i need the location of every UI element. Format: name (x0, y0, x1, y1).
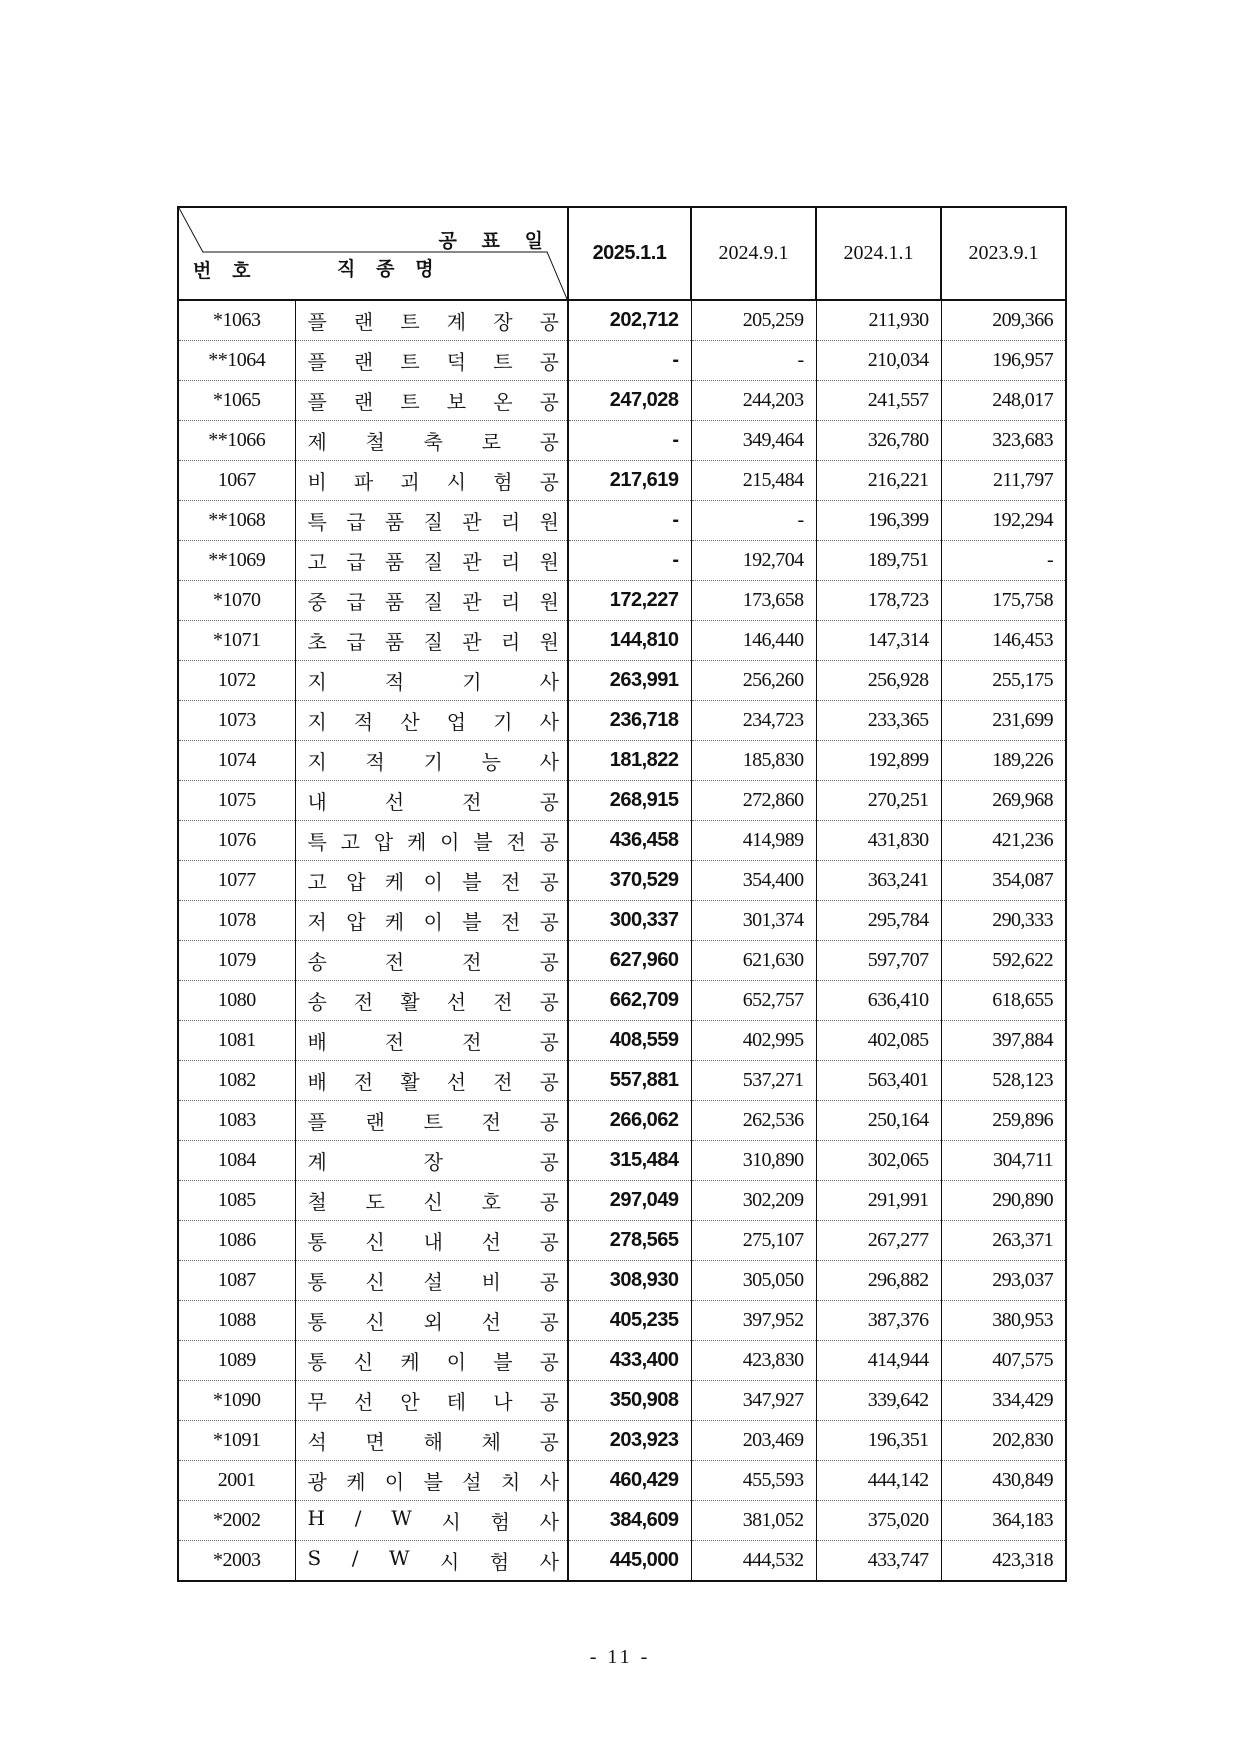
wage-value-2023-9-1: 430,849 (941, 1461, 1066, 1501)
table-row (178, 1541, 1066, 1582)
wage-value-2023-9-1: 248,017 (941, 381, 1066, 421)
job-number: 1078 (178, 901, 295, 941)
date-header-2023-9-1: 2023.9.1 (941, 207, 1066, 300)
job-number: 2001 (178, 1461, 295, 1501)
job-name-cell (295, 1021, 568, 1061)
wage-value-2025-1-1: 662,709 (568, 981, 691, 1021)
job-name: S / W 시 험 사 (307, 1546, 559, 1574)
job-name: 배 전 전 공 (307, 1030, 559, 1054)
table-row (178, 501, 1066, 541)
wage-value-2025-1-1: 405,235 (568, 1301, 691, 1341)
wage-value-2024-9-1: 192,704 (691, 541, 816, 581)
wage-value-2024-1-1: 291,991 (816, 1181, 941, 1221)
wage-value-2024-9-1: 275,107 (691, 1221, 816, 1261)
wage-value-2025-1-1: 350,908 (568, 1381, 691, 1421)
job-name: 통 신 설 비 공 (307, 1270, 559, 1294)
table-row (178, 1461, 1066, 1501)
wage-value-2023-9-1: 269,968 (941, 781, 1066, 821)
wage-value-2023-9-1: 146,453 (941, 621, 1066, 661)
wage-value-2024-9-1: 354,400 (691, 861, 816, 901)
wage-value-2025-1-1: 172,227 (568, 581, 691, 621)
wage-value-2023-9-1: 293,037 (941, 1261, 1066, 1301)
table-row (178, 1141, 1066, 1181)
job-name-cell (295, 1141, 568, 1181)
job-name-cell (295, 381, 568, 421)
job-name: 플 랜 트 덕 트 공 (307, 350, 559, 374)
job-name-cell (295, 1301, 568, 1341)
wage-value-2025-1-1: 268,915 (568, 781, 691, 821)
wage-value-2023-9-1: 211,797 (941, 461, 1066, 501)
wage-value-2025-1-1: 627,960 (568, 941, 691, 981)
table-row (178, 861, 1066, 901)
wage-value-2025-1-1: 202,712 (568, 300, 691, 341)
wage-value-2023-9-1: 196,957 (941, 341, 1066, 381)
job-number: **1069 (178, 541, 295, 581)
wage-value-2025-1-1: 236,718 (568, 701, 691, 741)
job-number: 1083 (178, 1101, 295, 1141)
wage-value-2024-1-1: 597,707 (816, 941, 941, 981)
job-name-cell (295, 821, 568, 861)
wage-value-2024-9-1: 185,830 (691, 741, 816, 781)
date-header-2024-1-1: 2024.1.1 (816, 207, 941, 300)
job-name-cell (295, 581, 568, 621)
job-number: 1082 (178, 1061, 295, 1101)
table-row (178, 981, 1066, 1021)
wage-value-2024-9-1: 305,050 (691, 1261, 816, 1301)
job-name-cell (295, 621, 568, 661)
wage-value-2024-1-1: 414,944 (816, 1341, 941, 1381)
wage-value-2025-1-1: - (568, 341, 691, 381)
wage-value-2024-1-1: 433,747 (816, 1541, 941, 1582)
job-name: 통 신 내 선 공 (307, 1230, 559, 1254)
wage-value-2024-9-1: 203,469 (691, 1421, 816, 1461)
job-number: *1070 (178, 581, 295, 621)
wage-value-2023-9-1: 189,226 (941, 741, 1066, 781)
job-name: 고 급 품 질 관 리 원 (307, 550, 559, 574)
table-row (178, 421, 1066, 461)
wage-value-2025-1-1: 370,529 (568, 861, 691, 901)
wage-value-2025-1-1: 144,810 (568, 621, 691, 661)
job-name-cell (295, 421, 568, 461)
table-row (178, 741, 1066, 781)
wage-value-2023-9-1: 423,318 (941, 1541, 1066, 1582)
wage-value-2023-9-1: 592,622 (941, 941, 1066, 981)
wage-value-2023-9-1: 397,884 (941, 1021, 1066, 1061)
job-name: 고 압 케 이 블 전 공 (307, 870, 559, 894)
wage-value-2023-9-1: 290,890 (941, 1181, 1066, 1221)
table-row (178, 581, 1066, 621)
job-number: 1085 (178, 1181, 295, 1221)
wage-value-2024-9-1: 402,995 (691, 1021, 816, 1061)
wage-value-2024-9-1: 256,260 (691, 661, 816, 701)
job-number: 1076 (178, 821, 295, 861)
job-name-cell (295, 661, 568, 701)
wage-value-2024-1-1: 196,351 (816, 1421, 941, 1461)
job-number: 1081 (178, 1021, 295, 1061)
wage-value-2023-9-1: 175,758 (941, 581, 1066, 621)
job-number: 1084 (178, 1141, 295, 1181)
wage-value-2025-1-1: 203,923 (568, 1421, 691, 1461)
wage-value-2024-9-1: 621,630 (691, 941, 816, 981)
job-name-cell (295, 781, 568, 821)
table-body (178, 300, 1066, 1581)
wage-value-2023-9-1: 209,366 (941, 300, 1066, 341)
wage-value-2024-9-1: 215,484 (691, 461, 816, 501)
wage-value-2024-1-1: 636,410 (816, 981, 941, 1021)
job-name: H / W 시 험 사 (307, 1506, 559, 1534)
wage-value-2024-9-1: 381,052 (691, 1501, 816, 1541)
table-row (178, 1061, 1066, 1101)
job-number: 1087 (178, 1261, 295, 1301)
job-name-cell (295, 1501, 568, 1541)
wage-value-2024-1-1: 210,034 (816, 341, 941, 381)
job-name-cell (295, 741, 568, 781)
table-row (178, 381, 1066, 421)
wage-value-2024-9-1: 347,927 (691, 1381, 816, 1421)
job-name: 초 급 품 질 관 리 원 (307, 630, 559, 654)
job-name-cell (295, 981, 568, 1021)
table-row (178, 1341, 1066, 1381)
job-name: 플 랜 트 보 온 공 (307, 390, 559, 414)
wage-value-2025-1-1: 263,991 (568, 661, 691, 701)
job-number: **1064 (178, 341, 295, 381)
job-number: *2002 (178, 1501, 295, 1541)
wage-value-2023-9-1: 354,087 (941, 861, 1066, 901)
wage-value-2024-1-1: 211,930 (816, 300, 941, 341)
table-row (178, 1021, 1066, 1061)
wage-value-2024-9-1: 444,532 (691, 1541, 816, 1582)
wage-value-2023-9-1: 192,294 (941, 501, 1066, 541)
job-name: 송 전 활 선 전 공 (307, 990, 559, 1014)
job-name: 지 적 산 업 기 사 (307, 710, 559, 734)
wage-value-2024-1-1: 375,020 (816, 1501, 941, 1541)
table-row (178, 701, 1066, 741)
wage-value-2023-9-1: 255,175 (941, 661, 1066, 701)
table-row (178, 1421, 1066, 1461)
job-name-cell (295, 1381, 568, 1421)
wage-value-2024-9-1: 537,271 (691, 1061, 816, 1101)
table-row (178, 1501, 1066, 1541)
wage-value-2024-1-1: 296,882 (816, 1261, 941, 1301)
wage-value-2024-1-1: 189,751 (816, 541, 941, 581)
wage-value-2025-1-1: - (568, 541, 691, 581)
wage-value-2024-1-1: 363,241 (816, 861, 941, 901)
wage-value-2024-1-1: 241,557 (816, 381, 941, 421)
job-name: 지 적 기 능 사 (307, 750, 559, 774)
job-number: *1065 (178, 381, 295, 421)
wage-value-2025-1-1: 278,565 (568, 1221, 691, 1261)
wage-value-2024-9-1: 205,259 (691, 300, 816, 341)
job-number: **1068 (178, 501, 295, 541)
wage-value-2023-9-1: 618,655 (941, 981, 1066, 1021)
wage-value-2024-9-1: - (691, 501, 816, 541)
job-name-cell (295, 1341, 568, 1381)
job-number: *1090 (178, 1381, 295, 1421)
table-row (178, 1221, 1066, 1261)
table-row (178, 541, 1066, 581)
job-name: 비 파 괴 시 험 공 (307, 470, 559, 494)
job-name-cell (295, 1061, 568, 1101)
job-name: 계 장 공 (307, 1150, 559, 1174)
wage-value-2024-9-1: 301,374 (691, 901, 816, 941)
job-name-cell (295, 1461, 568, 1501)
table-row (178, 300, 1066, 341)
job-name: 무 선 안 테 나 공 (307, 1390, 559, 1414)
wage-value-2024-1-1: 402,085 (816, 1021, 941, 1061)
wage-value-2024-1-1: 192,899 (816, 741, 941, 781)
wage-value-2023-9-1: - (941, 541, 1066, 581)
job-name-cell (295, 1541, 568, 1582)
job-name: 철 도 신 호 공 (307, 1190, 559, 1214)
wage-value-2024-1-1: 387,376 (816, 1301, 941, 1341)
job-name: 지 적 기 사 (307, 670, 559, 694)
table-row (178, 661, 1066, 701)
table-row (178, 941, 1066, 981)
job-name: 송 전 전 공 (307, 950, 559, 974)
wage-value-2024-1-1: 178,723 (816, 581, 941, 621)
wage-value-2025-1-1: 445,000 (568, 1541, 691, 1582)
job-name: 통 신 외 선 공 (307, 1310, 559, 1334)
job-name-cell (295, 1221, 568, 1261)
wage-value-2023-9-1: 202,830 (941, 1421, 1066, 1461)
table-row (178, 461, 1066, 501)
wage-value-2024-9-1: 272,860 (691, 781, 816, 821)
wage-value-2024-1-1: 250,164 (816, 1101, 941, 1141)
wage-value-2024-1-1: 233,365 (816, 701, 941, 741)
job-number: 1074 (178, 741, 295, 781)
number-axis-label: 번 호 (193, 261, 259, 282)
wage-value-2023-9-1: 421,236 (941, 821, 1066, 861)
job-number: *1071 (178, 621, 295, 661)
wage-value-2024-1-1: 270,251 (816, 781, 941, 821)
job-number: 1073 (178, 701, 295, 741)
job-name-cell (295, 541, 568, 581)
table-row (178, 781, 1066, 821)
job-name-cell (295, 341, 568, 381)
job-number: 1075 (178, 781, 295, 821)
wage-value-2024-1-1: 339,642 (816, 1381, 941, 1421)
table-row (178, 1261, 1066, 1301)
wage-value-2024-9-1: 302,209 (691, 1181, 816, 1221)
job-number: 1086 (178, 1221, 295, 1261)
job-name-cell (295, 1181, 568, 1221)
wage-value-2023-9-1: 259,896 (941, 1101, 1066, 1141)
wage-value-2025-1-1: 408,559 (568, 1021, 691, 1061)
wage-value-2023-9-1: 364,183 (941, 1501, 1066, 1541)
wage-value-2024-1-1: 147,314 (816, 621, 941, 661)
job-name-cell (295, 941, 568, 981)
wage-value-2025-1-1: 433,400 (568, 1341, 691, 1381)
wage-value-2024-9-1: 349,464 (691, 421, 816, 461)
wage-value-2025-1-1: 266,062 (568, 1101, 691, 1141)
wage-value-2023-9-1: 380,953 (941, 1301, 1066, 1341)
table-row (178, 621, 1066, 661)
wage-value-2024-9-1: 310,890 (691, 1141, 816, 1181)
wage-value-2025-1-1: 315,484 (568, 1141, 691, 1181)
wage-value-2024-9-1: 397,952 (691, 1301, 816, 1341)
wage-value-2024-9-1: - (691, 341, 816, 381)
wage-value-2024-1-1: 563,401 (816, 1061, 941, 1101)
wage-value-2024-1-1: 267,277 (816, 1221, 941, 1261)
wage-value-2024-9-1: 423,830 (691, 1341, 816, 1381)
job-name: 내 선 전 공 (307, 790, 559, 814)
wage-value-2024-1-1: 431,830 (816, 821, 941, 861)
table-row (178, 341, 1066, 381)
wage-table-sheet (177, 206, 1065, 1582)
job-name: 배 전 활 선 전 공 (307, 1070, 559, 1094)
wage-value-2024-1-1: 326,780 (816, 421, 941, 461)
wage-value-2025-1-1: 384,609 (568, 1501, 691, 1541)
date-axis-label: 공 표 일 (438, 231, 553, 252)
job-number: 1079 (178, 941, 295, 981)
table-row (178, 901, 1066, 941)
job-number: 1080 (178, 981, 295, 1021)
table-row (178, 821, 1066, 861)
job-name-cell (295, 1421, 568, 1461)
wage-value-2024-1-1: 256,928 (816, 661, 941, 701)
job-name: 특 고 압 케 이 블 전 공 (307, 830, 559, 854)
job-name-cell (295, 1101, 568, 1141)
wage-value-2023-9-1: 323,683 (941, 421, 1066, 461)
wage-value-2023-9-1: 407,575 (941, 1341, 1066, 1381)
wage-value-2023-9-1: 304,711 (941, 1141, 1066, 1181)
job-name: 중 급 품 질 관 리 원 (307, 590, 559, 614)
wage-value-2025-1-1: 308,930 (568, 1261, 691, 1301)
job-number: 1088 (178, 1301, 295, 1341)
job-name: 플 랜 트 계 장 공 (307, 310, 559, 334)
wage-value-2025-1-1: 181,822 (568, 741, 691, 781)
table-row (178, 1101, 1066, 1141)
wage-value-2025-1-1: 247,028 (568, 381, 691, 421)
job-number: 1089 (178, 1341, 295, 1381)
wage-value-2023-9-1: 334,429 (941, 1381, 1066, 1421)
job-name-cell (295, 901, 568, 941)
job-name: 석 면 해 체 공 (307, 1430, 559, 1454)
wage-value-2025-1-1: - (568, 421, 691, 461)
wage-value-2024-1-1: 444,142 (816, 1461, 941, 1501)
wage-value-2024-1-1: 302,065 (816, 1141, 941, 1181)
wage-value-2024-9-1: 455,593 (691, 1461, 816, 1501)
wage-value-2025-1-1: 297,049 (568, 1181, 691, 1221)
table-header-row (178, 207, 1066, 300)
diagonal-header-cell (178, 207, 568, 300)
job-name-cell (295, 461, 568, 501)
job-name-cell (295, 501, 568, 541)
job-number: 1077 (178, 861, 295, 901)
wage-value-2025-1-1: 460,429 (568, 1461, 691, 1501)
wage-value-2023-9-1: 231,699 (941, 701, 1066, 741)
wage-value-2023-9-1: 290,333 (941, 901, 1066, 941)
date-header-2024-9-1: 2024.9.1 (691, 207, 816, 300)
job-name: 광 케 이 블 설 치 사 (307, 1470, 559, 1494)
wage-value-2025-1-1: 217,619 (568, 461, 691, 501)
wage-value-2024-1-1: 295,784 (816, 901, 941, 941)
job-number: *1063 (178, 300, 295, 341)
wage-value-2024-9-1: 262,536 (691, 1101, 816, 1141)
wage-value-2024-9-1: 414,989 (691, 821, 816, 861)
job-name: 통 신 케 이 블 공 (307, 1350, 559, 1374)
wage-value-2023-9-1: 263,371 (941, 1221, 1066, 1261)
job-name-cell (295, 300, 568, 341)
wage-value-2025-1-1: 557,881 (568, 1061, 691, 1101)
wage-value-2025-1-1: - (568, 501, 691, 541)
table-row (178, 1381, 1066, 1421)
job-name: 저 압 케 이 블 전 공 (307, 910, 559, 934)
date-header-2025-1-1: 2025.1.1 (568, 207, 691, 300)
job-name: 플 랜 트 전 공 (307, 1110, 559, 1134)
wage-value-2024-9-1: 173,658 (691, 581, 816, 621)
job-number: *1091 (178, 1421, 295, 1461)
wage-table (177, 206, 1067, 1582)
job-number: **1066 (178, 421, 295, 461)
job-name-cell (295, 1261, 568, 1301)
job-number: *2003 (178, 1541, 295, 1582)
table-row (178, 1181, 1066, 1221)
wage-value-2025-1-1: 436,458 (568, 821, 691, 861)
wage-value-2024-1-1: 196,399 (816, 501, 941, 541)
wage-value-2023-9-1: 528,123 (941, 1061, 1066, 1101)
wage-value-2024-9-1: 244,203 (691, 381, 816, 421)
wage-value-2024-1-1: 216,221 (816, 461, 941, 501)
page-number: - 11 - (589, 1646, 651, 1668)
job-number: 1067 (178, 461, 295, 501)
job-number: 1072 (178, 661, 295, 701)
wage-value-2025-1-1: 300,337 (568, 901, 691, 941)
job-name-cell (295, 861, 568, 901)
job-name-axis-label: 직 종 명 (337, 259, 442, 280)
wage-value-2024-9-1: 234,723 (691, 701, 816, 741)
table-row (178, 1301, 1066, 1341)
job-name: 제 철 축 로 공 (307, 430, 559, 454)
job-name-cell (295, 701, 568, 741)
wage-value-2024-9-1: 652,757 (691, 981, 816, 1021)
job-name: 특 급 품 질 관 리 원 (307, 510, 559, 534)
wage-value-2024-9-1: 146,440 (691, 621, 816, 661)
